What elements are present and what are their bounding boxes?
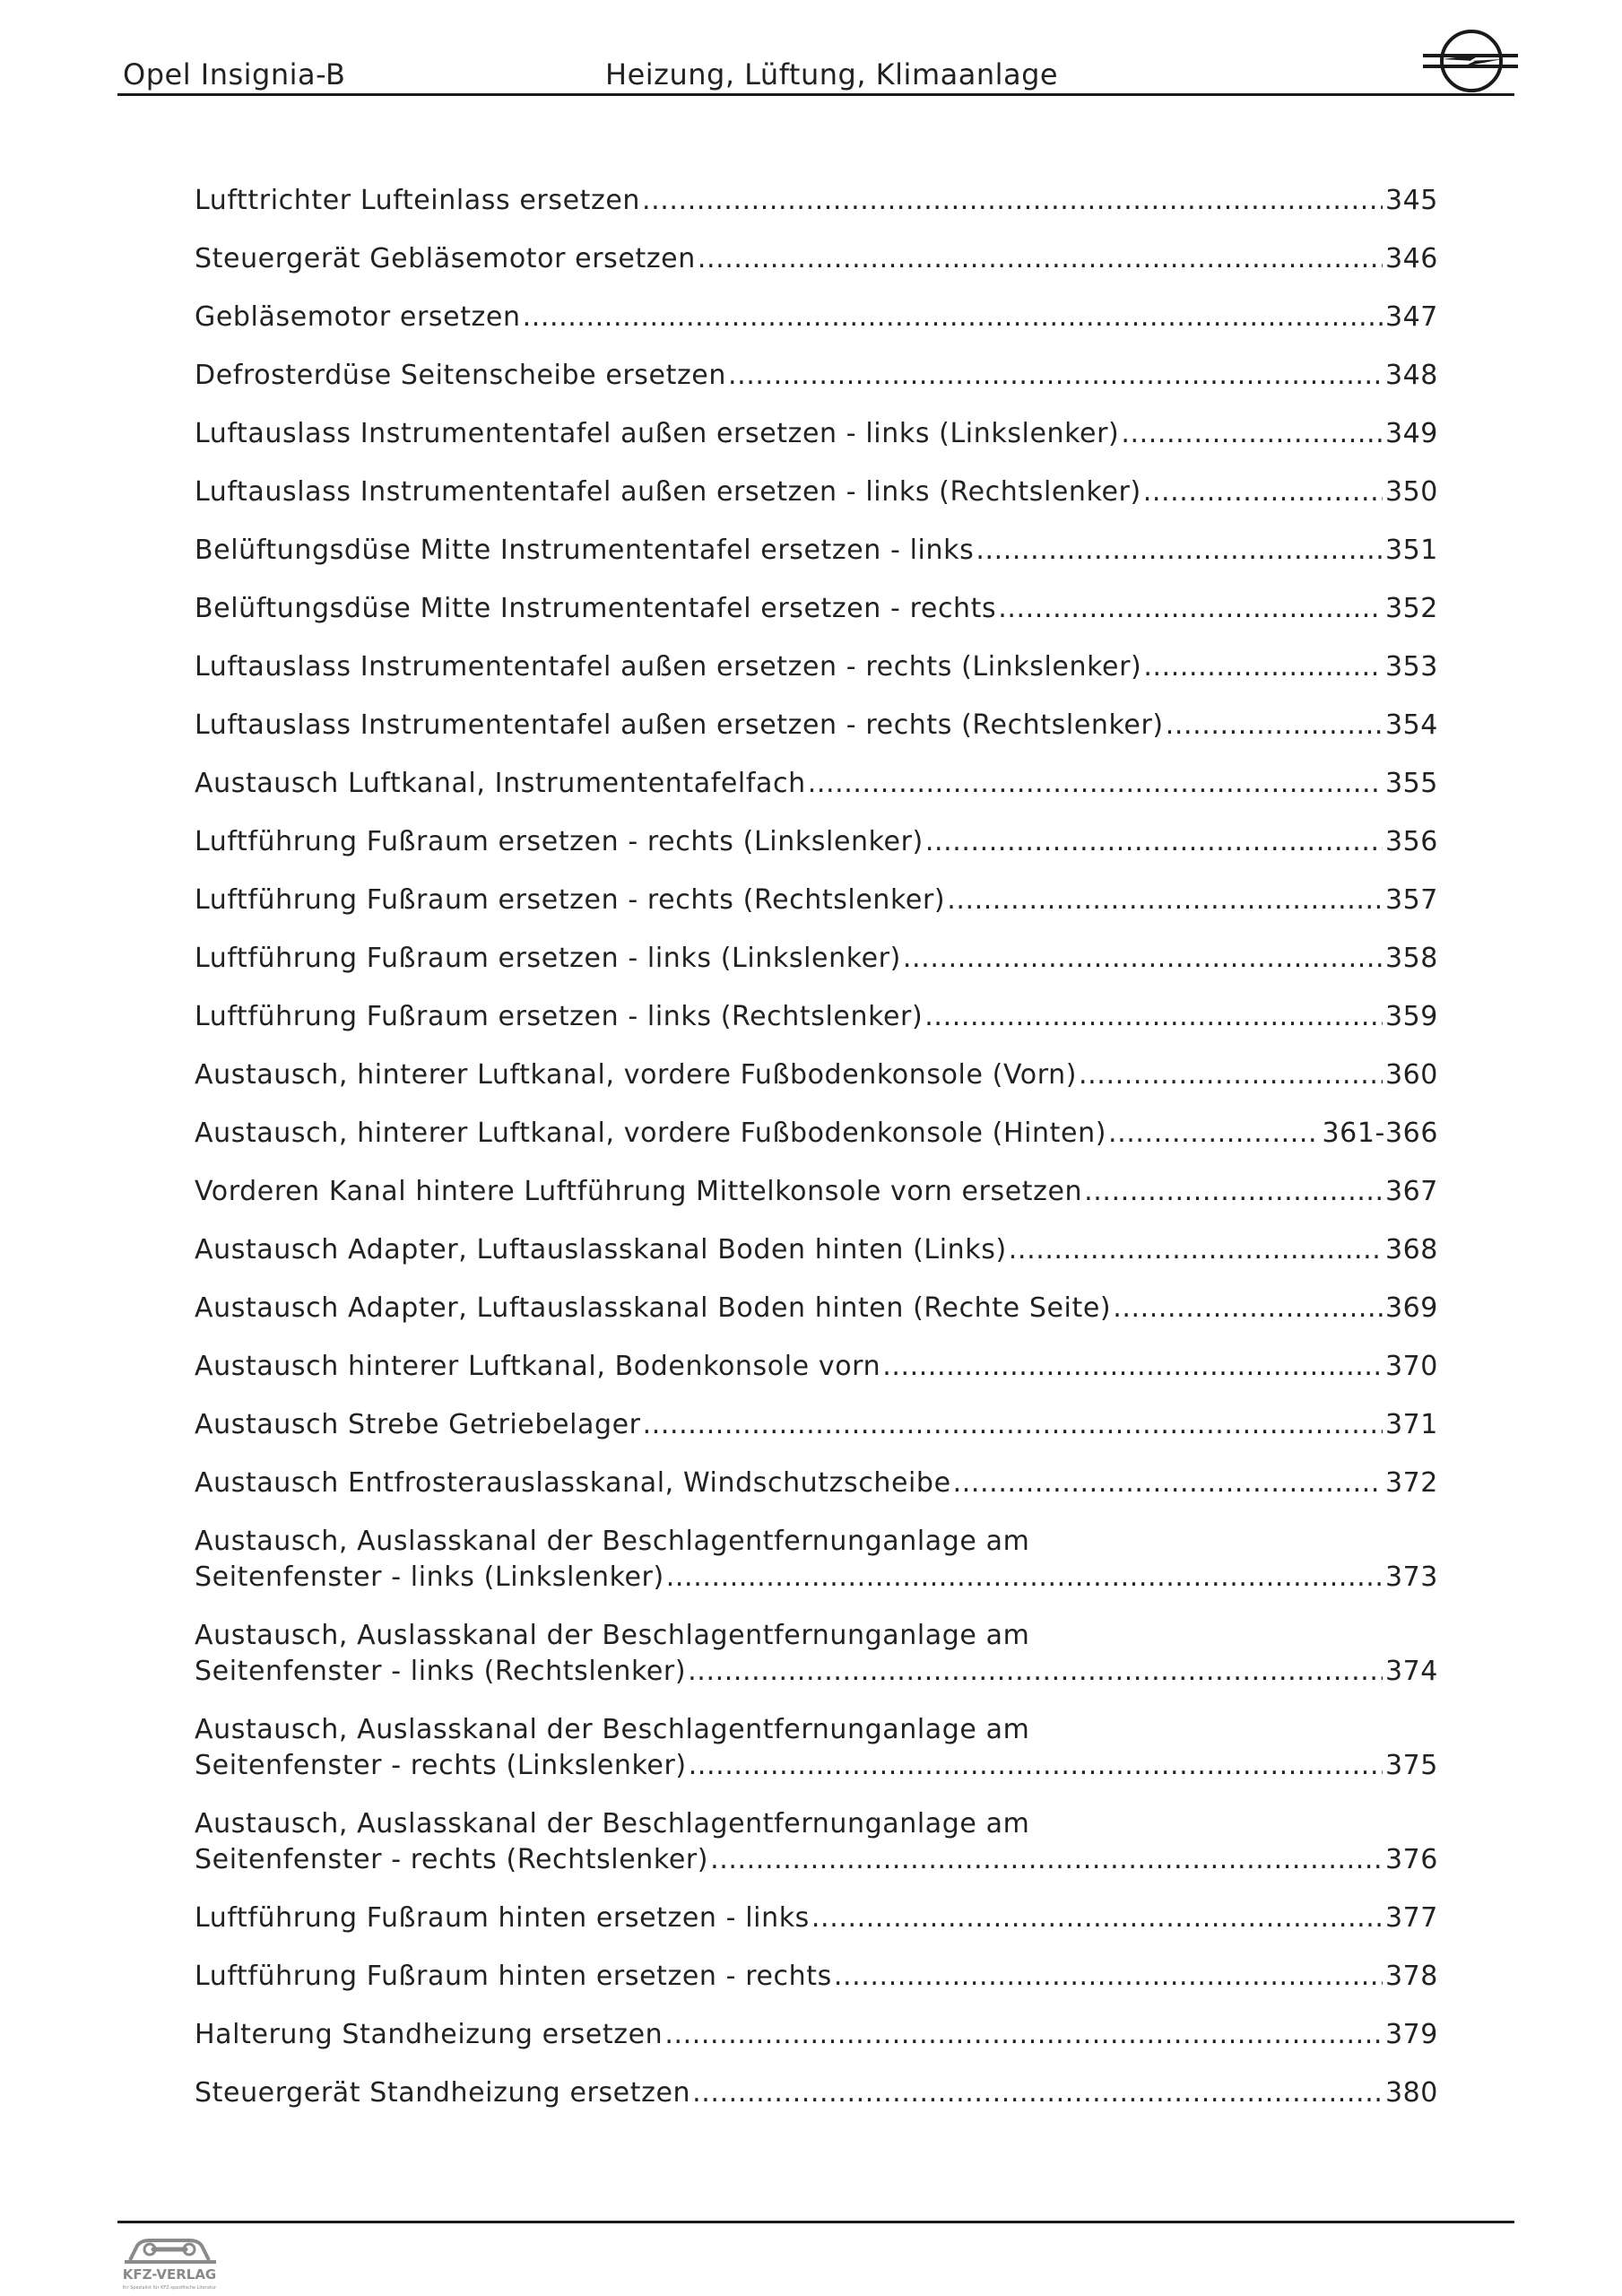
toc-dot-leader [698, 241, 1383, 277]
toc-entry-page: 370 [1384, 1351, 1438, 1382]
kfz-verlag-car-logo-icon [114, 2230, 226, 2292]
toc-entry-line [195, 591, 1438, 627]
toc-dot-leader [903, 941, 1383, 977]
toc-entry-page: 373 [1384, 1561, 1438, 1593]
toc-entry [195, 2075, 1438, 2134]
toc-entry-line [195, 1291, 1438, 1326]
toc-entry-title: Defrosterdüse Seitenscheibe ersetzen [195, 360, 726, 391]
toc-entry [195, 1959, 1438, 2017]
toc-entry [195, 1407, 1438, 1465]
toc-dot-leader [808, 766, 1383, 802]
toc-entry-title: Luftführung Fußraum ersetzen - rechts (Linkslenker) [195, 826, 924, 857]
toc-entry-title-line1: Austausch, Auslasskanal der Beschlagentfernunganlage am [195, 1808, 1030, 1839]
toc-entry [195, 358, 1438, 416]
toc-entry-page: 346 [1384, 243, 1438, 274]
toc-entry-line [195, 1407, 1438, 1443]
toc-dot-leader [1166, 708, 1383, 744]
toc-dot-leader [1143, 474, 1383, 510]
toc-entry-title-line1: Austausch, Auslasskanal der Beschlagentfernunganlage am [195, 1714, 1030, 1745]
toc-entry-page: 354 [1384, 709, 1438, 741]
toc-entry-title: Luftauslass Instrumententafel außen ersetzen - rechts (Linkslenker) [195, 651, 1142, 683]
toc-dot-leader [1084, 1174, 1383, 1210]
toc-entry-line [195, 1057, 1438, 1093]
toc-entry-title: Halterung Standheizung ersetzen [195, 2019, 664, 2050]
toc-entry-title: Vorderen Kanal hintere Luftführung Mittelkonsole vorn ersetzen [195, 1176, 1083, 1207]
toc-dot-leader [882, 1349, 1383, 1385]
toc-dot-leader [689, 1748, 1383, 1784]
toc-entry-title-line1: Austausch, Auslasskanal der Beschlagentfernunganlage am [195, 1620, 1030, 1651]
footer-logo-tagline: Ihr Spezialist für KFZ-spezifische Literatur [122, 2285, 217, 2291]
toc-entry-page: 368 [1384, 1234, 1438, 1265]
toc-entry [195, 183, 1438, 241]
toc-entry-line [195, 2075, 1438, 2111]
toc-entry-line [195, 1654, 1438, 1690]
toc-entry-page: 345 [1384, 185, 1438, 216]
toc-entry-page: 374 [1384, 1656, 1438, 1687]
toc-dot-leader [523, 300, 1383, 335]
toc-entry-title: Luftführung Fußraum ersetzen - rechts (Rechtslenker) [195, 884, 946, 916]
toc-entry-line [195, 416, 1438, 452]
toc-entry [195, 1900, 1438, 1959]
toc-entry-line [195, 708, 1438, 744]
toc-entry-line [195, 2017, 1438, 2053]
toc-dot-leader [692, 2075, 1383, 2111]
toc-entry-title: Luftführung Fußraum ersetzen - links (Rechtslenker) [195, 1001, 924, 1032]
toc-entry-page: 375 [1384, 1750, 1438, 1781]
toc-entry [195, 241, 1438, 300]
toc-entry-title: Seitenfenster - links (Linkslenker) [195, 1561, 664, 1593]
toc-entry-line [195, 1560, 1438, 1596]
footer-rule [117, 2221, 1514, 2223]
toc-entry-page: 380 [1384, 2077, 1438, 2109]
toc-entry [195, 300, 1438, 358]
toc-entry-page: 355 [1384, 768, 1438, 799]
toc-entry-page: 351 [1384, 535, 1438, 566]
toc-entry-line [195, 183, 1438, 219]
header-brand: Opel Insignia-B [123, 57, 346, 91]
toc-entry-title: Luftauslass Instrumententafel außen ersetzen - links (Linkslenker) [195, 418, 1120, 449]
toc-entry-title: Seitenfenster - rechts (Linkslenker) [195, 1750, 687, 1781]
toc-entry-line [195, 474, 1438, 510]
toc-entry-title: Austausch Adapter, Luftauslasskanal Boden hinten (Links) [195, 1234, 1007, 1265]
toc-entry [195, 883, 1438, 941]
toc-entry-line [195, 1232, 1438, 1268]
toc-entry-title-line1: Austausch, Auslasskanal der Beschlagentfernunganlage am [195, 1526, 1030, 1557]
toc-entry [195, 533, 1438, 591]
toc-entry-page: 359 [1384, 1001, 1438, 1032]
toc-entry [195, 1057, 1438, 1116]
toc-entry-page: 376 [1384, 1844, 1438, 1875]
toc-entry-page: 357 [1384, 884, 1438, 916]
toc-entry-page: 371 [1384, 1409, 1438, 1440]
toc-dot-leader [998, 591, 1383, 627]
toc-entry-line [195, 300, 1438, 335]
toc-entry-title: Austausch hinterer Luftkanal, Bodenkonsole vorn [195, 1351, 881, 1382]
toc-entry [195, 999, 1438, 1057]
toc-entry [195, 1291, 1438, 1349]
toc-entry-title: Steuergerät Standheizung ersetzen [195, 2077, 691, 2109]
toc-entry-line [195, 766, 1438, 802]
toc-entry-title: Seitenfenster - links (Rechtslenker) [195, 1656, 687, 1687]
toc-entry-line [195, 241, 1438, 277]
toc-entry-line [195, 533, 1438, 569]
toc-entry [195, 1174, 1438, 1232]
toc-dot-leader [811, 1900, 1383, 1936]
toc-entry [195, 591, 1438, 649]
toc-dot-leader [1121, 416, 1383, 452]
toc-entry [195, 708, 1438, 766]
toc-entry-page: 358 [1384, 943, 1438, 974]
toc-entry [195, 1618, 1438, 1712]
header-rule [117, 93, 1514, 96]
toc-entry [195, 1712, 1438, 1806]
toc-entry-title: Austausch Strebe Getriebelager [195, 1409, 641, 1440]
toc-entry-page: 372 [1384, 1467, 1438, 1499]
toc-entry-line [195, 649, 1438, 685]
toc-entry [195, 2017, 1438, 2075]
toc-dot-leader [1079, 1057, 1383, 1093]
toc-entry-line [195, 1116, 1438, 1152]
toc-entry-page: 348 [1384, 360, 1438, 391]
toc-entry-page: 367 [1384, 1176, 1438, 1207]
toc-entry-line [195, 883, 1438, 918]
toc-entry-line [195, 1959, 1438, 1995]
toc-dot-leader [834, 1959, 1383, 1995]
toc-dot-leader [664, 2017, 1383, 2053]
toc-entry-line [195, 941, 1438, 977]
toc-entry-title: Austausch, hinterer Luftkanal, vordere Fußbodenkonsole (Hinten) [195, 1118, 1107, 1149]
toc-entry-page: 356 [1384, 826, 1438, 857]
toc-entry-title: Austausch Luftkanal, Instrumententafelfach [195, 768, 806, 799]
toc-entry-title: Belüftungsdüse Mitte Instrumententafel ersetzen - links [195, 535, 975, 566]
toc-dot-leader [947, 883, 1383, 918]
toc-entry-line [195, 358, 1438, 394]
toc-entry-page: 379 [1384, 2019, 1438, 2050]
toc-entry-line [195, 1900, 1438, 1936]
toc-entry [195, 1806, 1438, 1900]
toc-entry-page: 360 [1384, 1059, 1438, 1091]
opel-logo-icon [1419, 20, 1520, 97]
toc-entry-page: 377 [1384, 1902, 1438, 1934]
toc-entry-title: Seitenfenster - rechts (Rechtslenker) [195, 1844, 709, 1875]
toc-entry-title: Austausch Adapter, Luftauslasskanal Boden hinten (Rechte Seite) [195, 1292, 1112, 1324]
toc-entry-line [195, 1174, 1438, 1210]
toc-entry-title: Austausch, hinterer Luftkanal, vordere Fußbodenkonsole (Vorn) [195, 1059, 1078, 1091]
toc-entry-title: Lufttrichter Lufteinlass ersetzen [195, 185, 641, 216]
toc-dot-leader [688, 1654, 1383, 1690]
toc-entry [195, 1232, 1438, 1291]
toc-dot-leader [728, 358, 1383, 394]
toc-entry-title: Luftführung Fußraum hinten ersetzen - links [195, 1902, 810, 1934]
toc-dot-leader [643, 1407, 1383, 1443]
toc-entry [195, 766, 1438, 824]
toc-dot-leader [710, 1842, 1383, 1878]
toc-dot-leader [1009, 1232, 1383, 1268]
toc-entry-line [195, 824, 1438, 860]
toc-dot-leader [1108, 1116, 1319, 1152]
toc-entry-page: 361-366 [1322, 1118, 1438, 1149]
toc-entry-page: 353 [1384, 651, 1438, 683]
toc-entry [195, 649, 1438, 708]
toc-entry-title: Austausch Entfrosterauslasskanal, Windschutzscheibe [195, 1467, 951, 1499]
toc-entry-page: 350 [1384, 476, 1438, 508]
toc-dot-leader [924, 999, 1383, 1035]
toc-entry-line [195, 1465, 1438, 1501]
toc-dot-leader [953, 1465, 1383, 1501]
toc-entry-page: 369 [1384, 1292, 1438, 1324]
toc-dot-leader [642, 183, 1383, 219]
toc-entry-title: Luftauslass Instrumententafel außen ersetzen - rechts (Rechtslenker) [195, 709, 1164, 741]
toc-entry [195, 1349, 1438, 1407]
toc-entry [195, 1524, 1438, 1618]
toc-entry [195, 474, 1438, 533]
footer-logo-text: KFZ-VERLAG [122, 2266, 217, 2283]
toc-entry-page: 378 [1384, 1961, 1438, 1992]
toc-entry-page: 347 [1384, 301, 1438, 333]
toc-dot-leader [1143, 649, 1383, 685]
toc-entry-line [195, 1748, 1438, 1784]
page-header [117, 0, 1514, 97]
toc-entry [195, 1465, 1438, 1524]
toc-entry-title: Steuergerät Gebläsemotor ersetzen [195, 243, 696, 274]
toc-entry-title: Gebläsemotor ersetzen [195, 301, 521, 333]
toc-entry-title: Luftführung Fußraum ersetzen - links (Linkslenker) [195, 943, 901, 974]
toc-entry-title: Luftführung Fußraum hinten ersetzen - rechts [195, 1961, 832, 1992]
header-section-title: Heizung, Lüftung, Klimaanlage [605, 57, 1059, 91]
toc-dot-leader [925, 824, 1383, 860]
toc-entry [195, 824, 1438, 883]
toc-dot-leader [976, 533, 1383, 569]
toc-entry-title: Luftauslass Instrumententafel außen ersetzen - links (Rechtslenker) [195, 476, 1141, 508]
toc-entry-page: 349 [1384, 418, 1438, 449]
toc-entry [195, 941, 1438, 999]
toc-entry [195, 416, 1438, 474]
toc-entry-page: 352 [1384, 593, 1438, 624]
toc-entry-line [195, 1842, 1438, 1878]
toc-dot-leader [1113, 1291, 1383, 1326]
toc-entry-line [195, 999, 1438, 1035]
toc-entry-title: Belüftungsdüse Mitte Instrumententafel ersetzen - rechts [195, 593, 997, 624]
toc-entry [195, 1116, 1438, 1174]
table-of-contents [195, 183, 1438, 2134]
toc-entry-line [195, 1349, 1438, 1385]
toc-dot-leader [666, 1560, 1383, 1596]
